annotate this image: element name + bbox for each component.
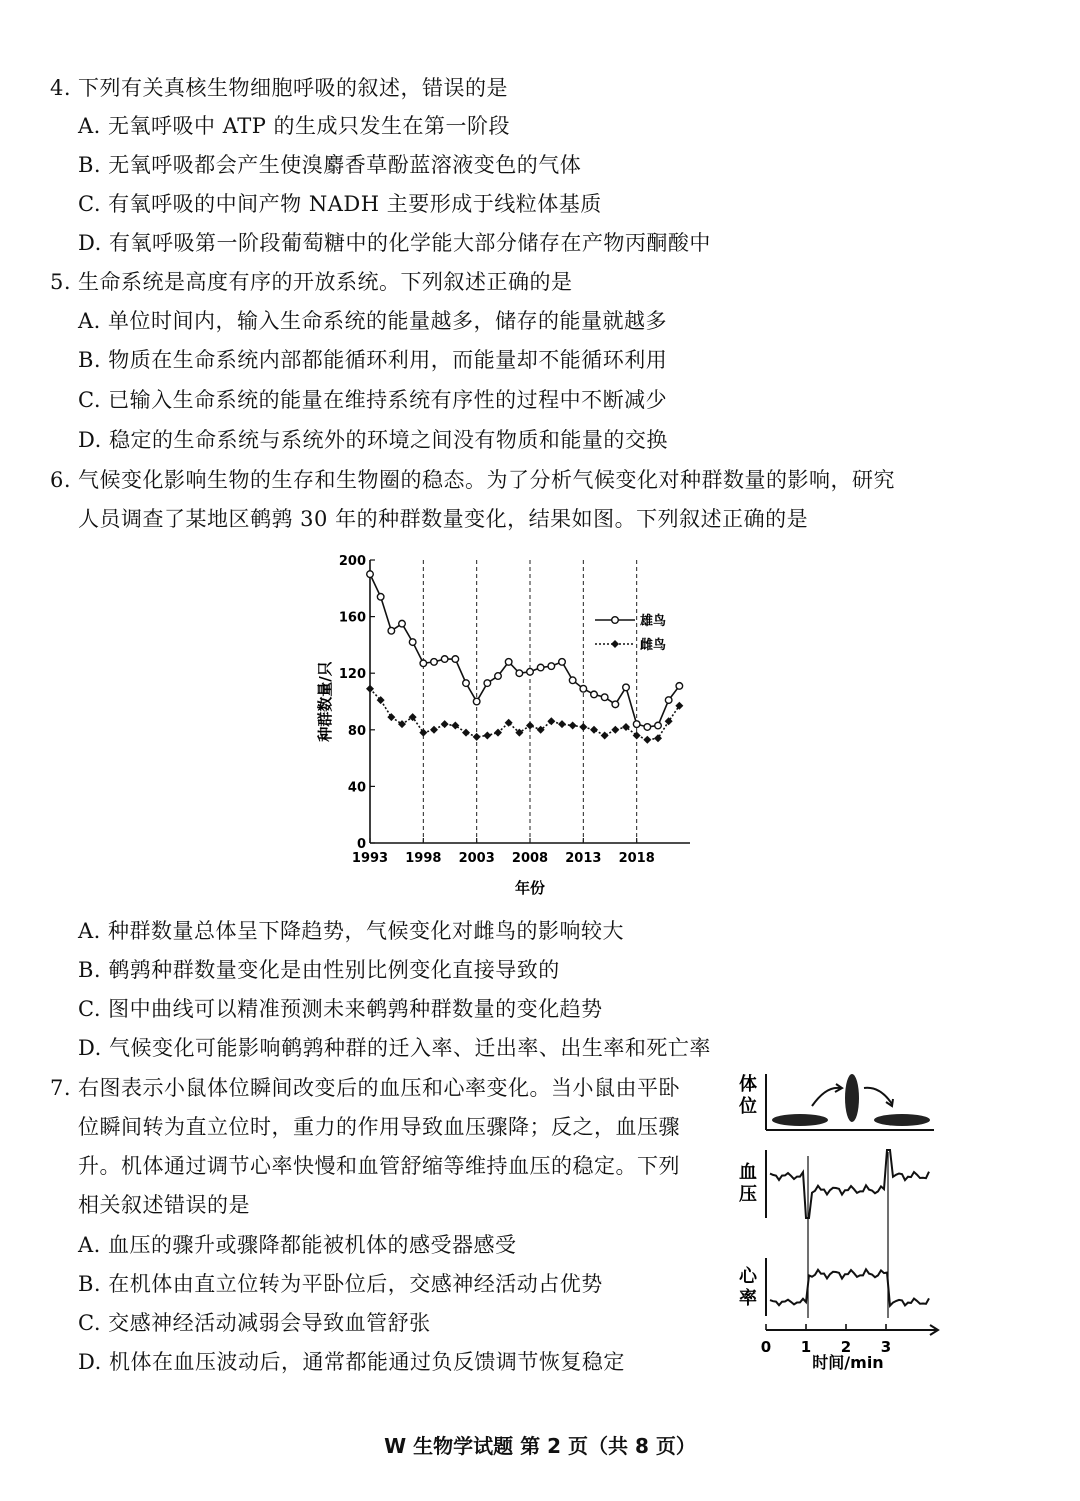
x-tick-label: 1993 [351, 851, 389, 866]
data-point-female [558, 720, 566, 728]
mouse-lying-icon [874, 1114, 930, 1126]
question-5-option-d: D. 稳定的生命系统与系统外的环境之间没有物质和能量的交换 [78, 428, 668, 452]
data-point-male [623, 684, 630, 691]
data-point-male [388, 627, 395, 634]
data-point-male [548, 663, 555, 670]
data-point-male [633, 721, 640, 728]
data-point-female [579, 723, 587, 731]
data-point-male [484, 680, 491, 687]
data-point-male [377, 593, 384, 600]
data-point-male [569, 677, 576, 684]
data-point-female [590, 726, 598, 734]
y-tick-label: 200 [338, 554, 366, 569]
question-6-option-d: D. 气候变化可能影响鹌鹑种群的迁入率、迁出率、出生率和死亡率 [78, 1036, 711, 1060]
y-axis-label: 种群数量/只 [316, 661, 334, 742]
question-5-option-b: B. 物质在生命系统内部都能循环利用，而能量却不能循环利用 [78, 348, 668, 372]
data-point-female [547, 717, 555, 725]
data-point-female [611, 726, 619, 734]
blood-pressure-heart-rate-figure [730, 1068, 945, 1378]
data-point-male [537, 664, 544, 671]
x-axis-label: 年份 [514, 879, 546, 897]
data-point-male [644, 724, 651, 731]
y-tick-label: 0 [356, 837, 366, 852]
question-7-stem-line-2: 位瞬间转为直立位时，重力的作用导致血压骤降；反之，血压骤 [78, 1115, 680, 1139]
time-axis-label: 时间/min [812, 1353, 884, 1372]
data-point-male [473, 698, 480, 705]
data-point-female [654, 734, 662, 742]
question-text: 生命系统是高度有序的开放系统。下列叙述正确的是 [78, 270, 573, 294]
data-point-female [633, 731, 641, 739]
question-6-option-b: B. 鹌鹑种群数量变化是由性别比例变化直接导致的 [78, 958, 560, 982]
x-tick-label: 2008 [511, 851, 549, 866]
question-7-option-c: C. 交感神经活动减弱会导致血管舒张 [78, 1311, 431, 1335]
question-5-stem [50, 268, 573, 296]
y-tick-label: 160 [338, 610, 366, 626]
question-5-option-c: C. 已输入生命系统的能量在维持系统有序性的过程中不断减少 [78, 388, 668, 412]
data-point-female [441, 720, 449, 728]
data-point-male [676, 683, 683, 690]
data-point-male [409, 639, 416, 646]
time-tick-label: 3 [880, 1338, 892, 1356]
data-point-male [420, 660, 427, 667]
data-point-male [441, 656, 448, 663]
data-point-female [366, 685, 374, 693]
legend-label: 雄鸟 [640, 614, 667, 629]
question-6-stem-line-1 [50, 466, 895, 494]
question-5-option-a: A. 单位时间内，输入生命系统的能量越多，储存的能量就越多 [78, 309, 668, 333]
data-point-male [655, 722, 662, 729]
x-tick-label: 1998 [405, 851, 442, 866]
y-tick-label: 120 [338, 667, 366, 683]
data-point-male [665, 697, 672, 704]
y-tick-label: 80 [347, 723, 366, 739]
data-point-female [462, 729, 470, 737]
data-point-female [377, 696, 385, 704]
question-6-stem-line-2: 人员调查了某地区鹌鹑 30 年的种群数量变化，结果如图。下列叙述正确的是 [78, 507, 809, 531]
rotate-arrow-icon [864, 1088, 892, 1104]
question-7-option-b: B. 在机体由直立位转为平卧位后，交感神经活动占优势 [78, 1272, 603, 1296]
page-footer: W 生物学试题 第 2 页（共 8 页） [384, 1434, 696, 1458]
chart-series-group [366, 571, 683, 744]
data-point-male [559, 659, 566, 666]
time-tick-label: 0 [760, 1338, 772, 1356]
time-axis-ticks [761, 1324, 891, 1356]
question-7-stem-line-3: 升。机体通过调节心率快慢和血管舒缩等维持血压的稳定。下列 [78, 1154, 680, 1178]
question-6-option-c: C. 图中曲线可以精准预测未来鹌鹑种群数量的变化趋势 [78, 997, 603, 1021]
data-point-female [569, 722, 577, 730]
data-point-male [463, 680, 470, 687]
x-tick-label: 2003 [458, 851, 495, 866]
data-point-female [643, 736, 651, 744]
data-point-male [527, 668, 534, 675]
series-line-male [370, 574, 679, 727]
data-point-male [580, 685, 587, 692]
blood-pressure-trace [770, 1150, 929, 1218]
data-point-male [452, 656, 459, 663]
y-tick-label: 40 [347, 780, 366, 796]
question-7-option-a: A. 血压的骤升或骤降都能被机体的感受器感受 [78, 1233, 517, 1257]
data-point-male [431, 659, 438, 666]
legend-marker [611, 640, 619, 648]
time-tick-label: 1 [800, 1338, 812, 1356]
data-point-female [505, 719, 513, 727]
question-text: 气候变化影响生物的生存和生物圈的稳态。为了分析气候变化对种群数量的影响，研究 [78, 468, 895, 492]
data-point-male [516, 670, 523, 677]
question-4-stem [50, 74, 508, 102]
data-point-female [601, 731, 609, 739]
posture-panel-label: 体位 [739, 1074, 757, 1117]
blood-pressure-panel-label: 血压 [739, 1162, 757, 1205]
question-6-option-a: A. 种群数量总体呈下降趋势，气候变化对雌鸟的影响较大 [78, 919, 625, 943]
question-7-stem-line-4: 相关叙述错误的是 [78, 1193, 250, 1217]
mouse-lying-icon [772, 1114, 828, 1126]
population-line-chart [310, 545, 710, 905]
question-number: 6. [50, 468, 72, 492]
legend-label: 雌鸟 [640, 638, 667, 653]
heart-rate-panel-label: 心率 [739, 1266, 757, 1309]
question-number: 4. [50, 76, 72, 100]
series-line-female [370, 689, 679, 740]
question-4-option-d: D. 有氧呼吸第一阶段葡萄糖中的化学能大部分储存在产物丙酮酸中 [78, 231, 711, 255]
mouse-standing-icon [845, 1074, 859, 1122]
data-point-female [473, 733, 481, 741]
data-point-male [591, 691, 598, 698]
data-point-male [367, 571, 374, 578]
question-4-option-c: C. 有氧呼吸的中间产物 NADH 主要形成于线粒体基质 [78, 192, 602, 216]
data-point-male [505, 659, 512, 666]
x-tick-label: 2013 [565, 851, 602, 866]
question-text: 右图表示小鼠体位瞬间改变后的血压和心率变化。当小鼠由平卧 [78, 1076, 680, 1100]
data-point-female [430, 726, 438, 734]
data-point-female [483, 731, 491, 739]
chart-legend [595, 613, 666, 653]
heart-rate-trace [770, 1269, 929, 1305]
time-tick-label: 2 [840, 1338, 852, 1356]
question-number: 7. [50, 1076, 72, 1100]
question-text: 下列有关真核生物细胞呼吸的叙述，错误的是 [78, 76, 508, 100]
data-point-female [494, 729, 502, 737]
legend-marker [612, 617, 619, 624]
data-point-male [601, 694, 608, 701]
data-point-male [495, 673, 502, 680]
question-4-option-a: A. 无氧呼吸中 ATP 的生成只发生在第一阶段 [78, 114, 511, 138]
data-point-male [399, 620, 406, 627]
x-tick-label: 2018 [618, 851, 655, 866]
question-7-option-d: D. 机体在血压波动后，通常都能通过负反馈调节恢复稳定 [78, 1350, 625, 1374]
data-point-female [526, 722, 534, 730]
data-point-male [612, 701, 619, 708]
question-7-stem-line-1 [50, 1074, 680, 1102]
question-4-option-b: B. 无氧呼吸都会产生使溴麝香草酚蓝溶液变色的气体 [78, 153, 582, 177]
data-point-female [387, 713, 395, 721]
question-number: 5. [50, 270, 72, 294]
